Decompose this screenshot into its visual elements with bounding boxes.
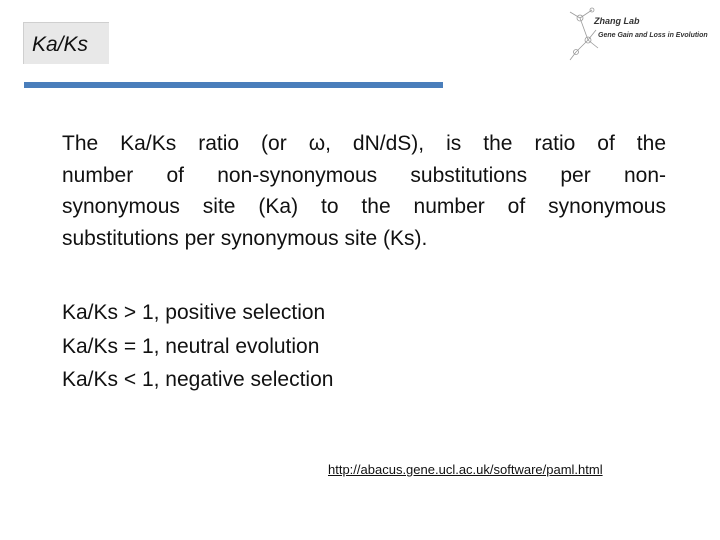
lab-logo	[566, 2, 718, 64]
rule-negative: Ka/Ks < 1, negative selection	[62, 368, 334, 391]
title-divider	[24, 82, 443, 88]
slide-title: Ka/Ks	[32, 33, 89, 56]
paml-link[interactable]: http://abacus.gene.ucl.ac.uk/software/paml.html	[328, 462, 603, 477]
rule-neutral: Ka/Ks = 1, neutral evolution	[62, 334, 320, 358]
slide-title-box	[23, 22, 109, 64]
definition-line: number of non-synonymous substitutions per non-	[62, 163, 666, 187]
rule-positive: Ka/Ks > 1, positive selection	[62, 301, 326, 324]
logo-tagline: Gene Gain and Loss in Evolution	[598, 32, 708, 39]
definition-line: synonymous site (Ka) to the number of synonymous	[62, 195, 666, 218]
definition-line: substitutions per synonymous site (Ks).	[62, 226, 428, 250]
definition-paragraph	[62, 128, 666, 254]
logo-brand: Zhang Lab	[594, 16, 640, 26]
selection-rules	[62, 296, 333, 397]
definition-line: The Ka/Ks ratio (or ω, dN/dS), is the ratio of the	[62, 132, 666, 155]
